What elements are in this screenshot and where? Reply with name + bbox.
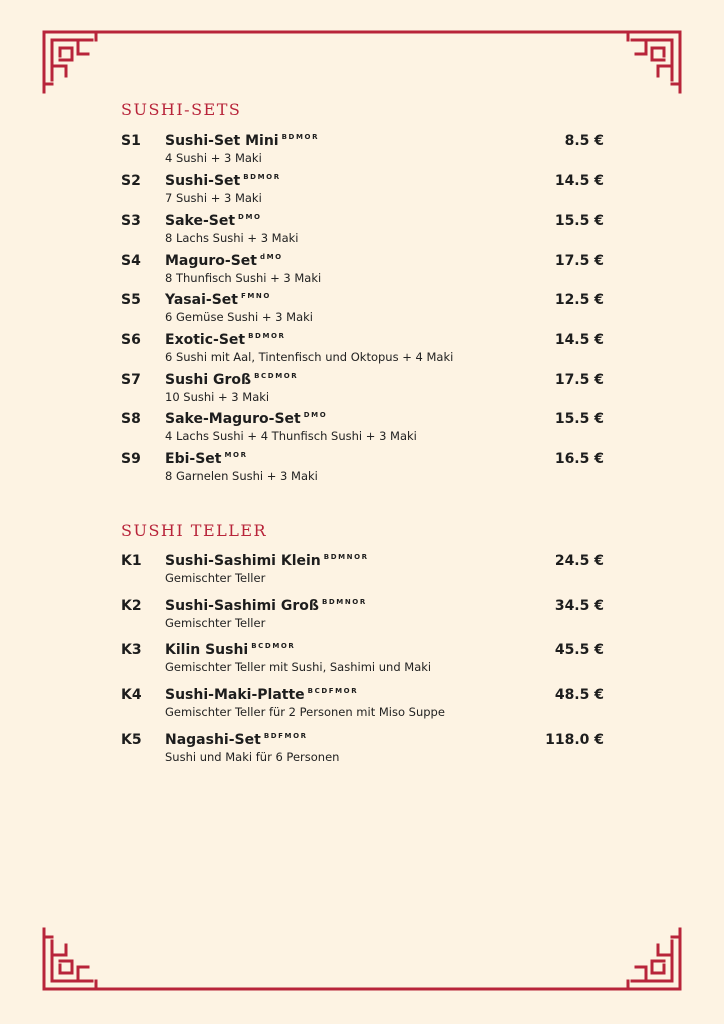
item-name — [165, 253, 283, 269]
item-price: 16.5 € — [554, 451, 604, 467]
item-name — [165, 213, 262, 229]
item-description: Gemischter Teller für 2 Personen mit Miso Suppe — [165, 705, 445, 719]
menu-item-s1 — [121, 133, 604, 171]
menu-item-s6 — [121, 332, 604, 370]
menu-item-s4 — [121, 253, 604, 291]
item-code: S1 — [121, 133, 141, 149]
item-allergens: BDMNOR — [323, 553, 369, 561]
item-description: 4 Lachs Sushi + 4 Thunfisch Sushi + 3 Maki — [165, 429, 417, 443]
item-description: Gemischter Teller — [165, 571, 266, 585]
item-code: S7 — [121, 372, 141, 388]
menu-item-s8 — [121, 411, 604, 449]
menu-item-s5 — [121, 292, 604, 330]
item-name — [165, 451, 248, 467]
item-price: 17.5 € — [554, 372, 604, 388]
item-price: 14.5 € — [554, 332, 604, 348]
item-description: 7 Sushi + 3 Maki — [165, 191, 262, 205]
item-name — [165, 411, 327, 427]
menu-item-k4 — [121, 687, 604, 725]
item-description: 10 Sushi + 3 Maki — [165, 390, 270, 404]
item-code: S6 — [121, 332, 141, 348]
item-code: K3 — [121, 642, 142, 658]
item-code: K1 — [121, 553, 142, 569]
item-code: K5 — [121, 732, 142, 748]
item-name — [165, 642, 295, 658]
item-name — [165, 332, 286, 348]
item-allergens: BDMNOR — [321, 598, 367, 606]
item-price: 24.5 € — [554, 553, 604, 569]
item-allergens: FMNO — [240, 292, 271, 300]
item-price: 8.5 € — [564, 133, 604, 149]
item-description: Gemischter Teller mit Sushi, Sashimi und Maki — [165, 660, 432, 674]
menu-item-s2 — [121, 173, 604, 211]
item-allergens: BCDMOR — [254, 372, 299, 380]
section-title-sushi-teller: SUSHI TELLER — [121, 521, 268, 540]
item-name-text: Sushi Groß — [165, 372, 252, 388]
corner-ornament-top-left — [44, 32, 104, 92]
item-price: 15.5 € — [554, 213, 604, 229]
item-name-text: Sake-Set — [165, 213, 236, 229]
item-name-text: Sushi-Maki-Platte — [165, 687, 305, 703]
item-description: 8 Garnelen Sushi + 3 Maki — [165, 469, 318, 483]
item-description: Gemischter Teller — [165, 616, 266, 630]
item-allergens: dMO — [259, 253, 283, 261]
item-allergens: MOR — [224, 451, 248, 459]
item-description: 8 Thunfisch Sushi + 3 Maki — [165, 271, 322, 285]
item-name — [165, 372, 298, 388]
item-name — [165, 732, 308, 748]
item-code: S3 — [121, 213, 141, 229]
menu-item-s9 — [121, 451, 604, 489]
item-allergens: BDMOR — [243, 173, 281, 181]
item-name — [165, 553, 369, 569]
item-name-text: Kilin Sushi — [165, 642, 249, 658]
item-code: S2 — [121, 173, 141, 189]
item-description: 8 Lachs Sushi + 3 Maki — [165, 231, 299, 245]
menu-item-k5 — [121, 732, 604, 770]
item-code: S8 — [121, 411, 141, 427]
item-name-text: Sake-Maguro-Set — [165, 411, 301, 427]
item-price: 34.5 € — [554, 598, 604, 614]
item-price: 15.5 € — [554, 411, 604, 427]
menu-item-k2 — [121, 598, 604, 636]
item-name-text: Sushi-Sashimi Klein — [165, 553, 321, 569]
item-name-text: Yasai-Set — [165, 292, 238, 308]
item-name-text: Sushi-Set — [165, 173, 241, 189]
item-code: K4 — [121, 687, 142, 703]
item-allergens: BCDFMOR — [307, 687, 359, 695]
menu-item-s7 — [121, 372, 604, 410]
menu-item-k1 — [121, 553, 604, 591]
menu-item-k3 — [121, 642, 604, 680]
item-code: K2 — [121, 598, 142, 614]
corner-ornament-top-right — [620, 32, 680, 92]
item-price: 45.5 € — [554, 642, 604, 658]
item-description: 4 Sushi + 3 Maki — [165, 151, 262, 165]
item-allergens: BDMOR — [248, 332, 286, 340]
item-description: Sushi und Maki für 6 Personen — [165, 750, 340, 764]
item-price: 12.5 € — [554, 292, 604, 308]
item-code: S5 — [121, 292, 141, 308]
corner-ornament-bottom-right — [620, 929, 680, 989]
item-allergens: BDMOR — [281, 133, 320, 141]
item-description: 6 Sushi mit Aal, Tintenfisch und Oktopus + 4 Maki — [165, 350, 454, 364]
item-name — [165, 173, 281, 189]
item-name-text: Maguro-Set — [165, 253, 257, 269]
item-description: 6 Gemüse Sushi + 3 Maki — [165, 310, 313, 324]
item-price: 118.0 € — [545, 732, 604, 748]
item-allergens: DMO — [303, 411, 328, 419]
menu-item-s3 — [121, 213, 604, 251]
item-allergens: BDFMOR — [263, 732, 308, 740]
item-code: S4 — [121, 253, 141, 269]
item-price: 17.5 € — [554, 253, 604, 269]
corner-ornament-bottom-left — [44, 929, 104, 989]
item-code: S9 — [121, 451, 141, 467]
item-name-text: Exotic-Set — [165, 332, 246, 348]
item-name-text: Ebi-Set — [165, 451, 222, 467]
item-allergens: BCDMOR — [251, 642, 296, 650]
section-title-sushi-sets: SUSHI-SETS — [121, 100, 242, 119]
item-name-text: Sushi-Sashimi Groß — [165, 598, 319, 614]
item-name — [165, 133, 319, 149]
item-name — [165, 598, 367, 614]
item-price: 48.5 € — [554, 687, 604, 703]
item-name-text: Nagashi-Set — [165, 732, 261, 748]
item-price: 14.5 € — [554, 173, 604, 189]
item-name-text: Sushi-Set Mini — [165, 133, 279, 149]
item-allergens: DMO — [238, 213, 262, 221]
item-name — [165, 687, 358, 703]
item-name — [165, 292, 271, 308]
